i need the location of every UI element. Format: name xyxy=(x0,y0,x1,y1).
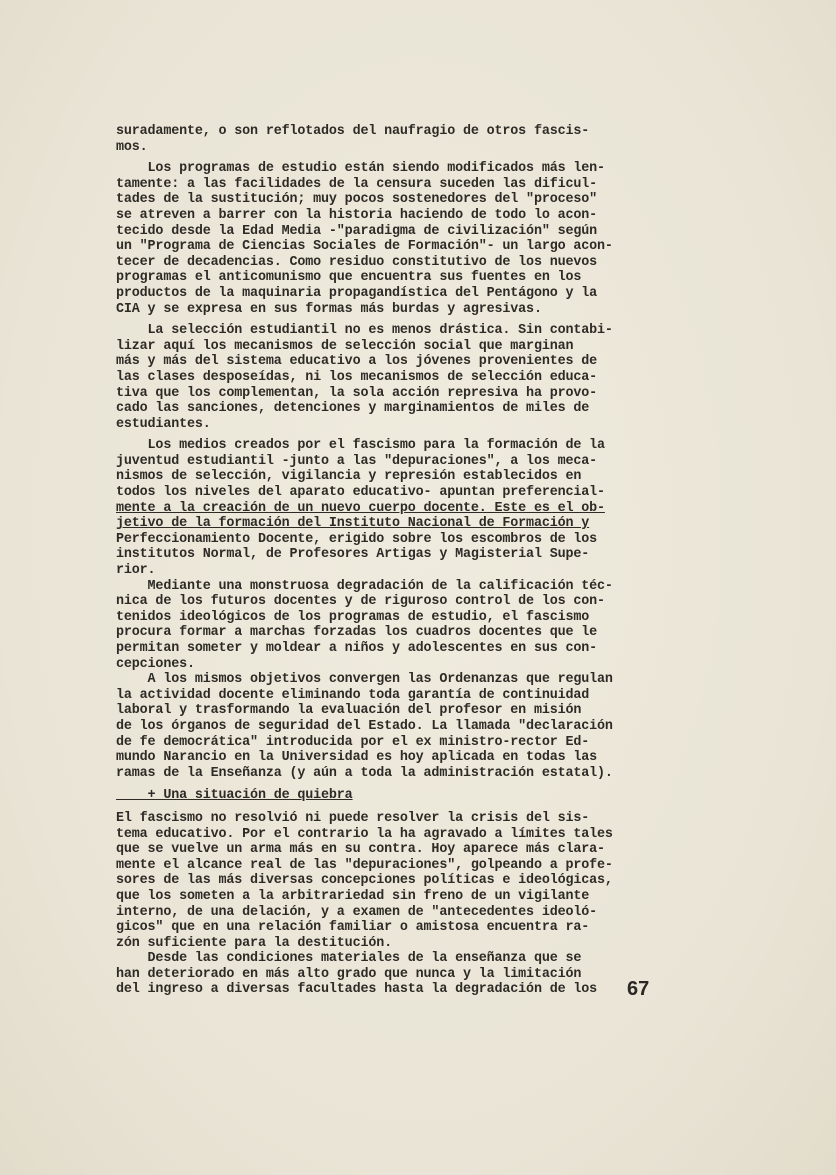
text-line: tamente: a las facilidades de la censura suceden las dificul- xyxy=(116,176,598,192)
text-line: de fe democrática" introducida por el ex ministro-rector Ed- xyxy=(116,734,590,750)
text-line: la actividad docente eliminando toda garantía de continuidad xyxy=(116,687,590,703)
text-line: un "Programa de Ciencias Sociales de Formación"- un largo acon- xyxy=(116,239,613,255)
paragraph-gap xyxy=(116,804,676,811)
text-line: permitan someter y moldear a niños y adolescentes en sus con- xyxy=(116,641,598,656)
text-line: programas el anticomunismo que encuentra sus fuentes en los xyxy=(116,270,582,286)
text-line: tades de la sustitución; muy pocos sostenedores del "proceso" xyxy=(116,192,598,208)
text-line: zón suficiente para la destitución. xyxy=(116,935,392,951)
text-line: institutos Normal, de Profesores Artigas y Magisterial Supe- xyxy=(116,547,590,563)
text-line: más y más del sistema educativo a los jóvenes provenientes de xyxy=(116,354,598,370)
text-line: rior. xyxy=(116,563,156,579)
text-line: interno, de una delación, y a examen de "antecedentes ideoló- xyxy=(116,904,598,920)
text-line: mos. xyxy=(116,139,148,155)
text-line: tecer de decadencias. Como residuo constitutivo de los nuevos xyxy=(116,254,598,270)
text-line: sores de las más diversas concepciones políticas e ideológicas, xyxy=(116,873,613,889)
body-text xyxy=(116,124,676,998)
text-line: han deteriorado en más alto grado que nunca y la limitación xyxy=(116,966,582,982)
text-line: las clases desposeídas, ni los mecanismos de selección educa- xyxy=(116,369,598,385)
text-line: del ingreso a diversas facultades hasta la degradación de los xyxy=(116,982,598,998)
text-line: todos los niveles del aparato educativo- apuntan preferencial- xyxy=(116,485,605,501)
text-line: Los programas de estudio están siendo modificados más len- xyxy=(116,161,605,177)
text-line: suradamente, o son reflotados del naufragio de otros fascis- xyxy=(116,124,590,139)
text-line: A los mismos objetivos convergen las Ordenanzas que regulan xyxy=(116,672,613,688)
text-line: productos de la maquinaria propagandística del Pentágono y la xyxy=(116,285,598,301)
text-line: nica de los futuros docentes y de riguroso control de los con- xyxy=(116,594,605,610)
text-line: tiva que los complementan, la sola acción represiva ha provo- xyxy=(116,385,598,401)
section-heading: + Una situación de quiebra xyxy=(116,788,353,804)
text-line: El fascismo no resolvió ni puede resolver la crisis del sis- xyxy=(116,810,590,826)
text-line: nismos de selección, vigilancia y represión establecidos en xyxy=(116,469,582,485)
text-line: mundo Narancio en la Universidad es hoy aplicada en todas las xyxy=(116,750,598,766)
text-line: Los medios creados por el fascismo para la formación de la xyxy=(116,438,605,454)
text-line: laboral y trasformando la evaluación del profesor en misión xyxy=(116,703,582,719)
underlined-text-line: mente a la creación de un nuevo cuerpo docente. Este es el ob- xyxy=(116,500,605,516)
text-line: cado las sanciones, detenciones y marginamientos de miles de xyxy=(116,401,590,417)
page-number: 67 xyxy=(627,978,650,1000)
text-line: estudiantes. xyxy=(116,416,211,432)
text-line: lizar aquí los mecanismos de selección social que marginan xyxy=(116,338,574,354)
paragraph-gap xyxy=(116,781,676,788)
text-line: La selección estudiantil no es menos drástica. Sin contabi- xyxy=(116,323,613,339)
text-line: juventud estudiantil -junto a las "depuraciones", a los meca- xyxy=(116,453,598,469)
text-line: procura formar a marchas forzadas los cuadros docentes que le xyxy=(116,625,598,641)
text-line: que se vuelve un arma más en su contra. Hoy aparece más clara- xyxy=(116,842,605,858)
underlined-text-line: jetivo de la formación del Instituto Nacional de Formación y xyxy=(116,516,590,532)
text-line: tema educativo. Por el contrario la ha agravado a límites tales xyxy=(116,826,613,842)
text-line: Mediante una monstruosa degradación de la calificación téc- xyxy=(116,578,613,594)
text-line: CIA y se expresa en sus formas más burdas y agresivas. xyxy=(116,301,542,317)
text-line: que los someten a la arbitrariedad sin freno de un vigilante xyxy=(116,888,590,904)
text-line: mente el alcance real de las "depuraciones", golpeando a profe- xyxy=(116,857,613,873)
text-line: tecido desde la Edad Media -"paradigma de civilización" según xyxy=(116,223,598,239)
text-line: Perfeccionamiento Docente, erigido sobre los escombros de los xyxy=(116,531,598,547)
text-line: se atreven a barrer con la historia haciendo de todo lo acon- xyxy=(116,207,598,223)
text-line: ramas de la Enseñanza (y aún a toda la administración estatal). xyxy=(116,765,613,781)
text-line: Desde las condiciones materiales de la enseñanza que se xyxy=(116,951,582,967)
text-line: gicos" que en una relación familiar o amistosa encuentra ra- xyxy=(116,920,590,936)
text-line: cepciones. xyxy=(116,656,195,672)
text-line: tenidos ideológicos de los programas de estudio, el fascismo xyxy=(116,609,590,625)
text-line: de los órganos de seguridad del Estado. La llamada "declaración xyxy=(116,718,613,734)
